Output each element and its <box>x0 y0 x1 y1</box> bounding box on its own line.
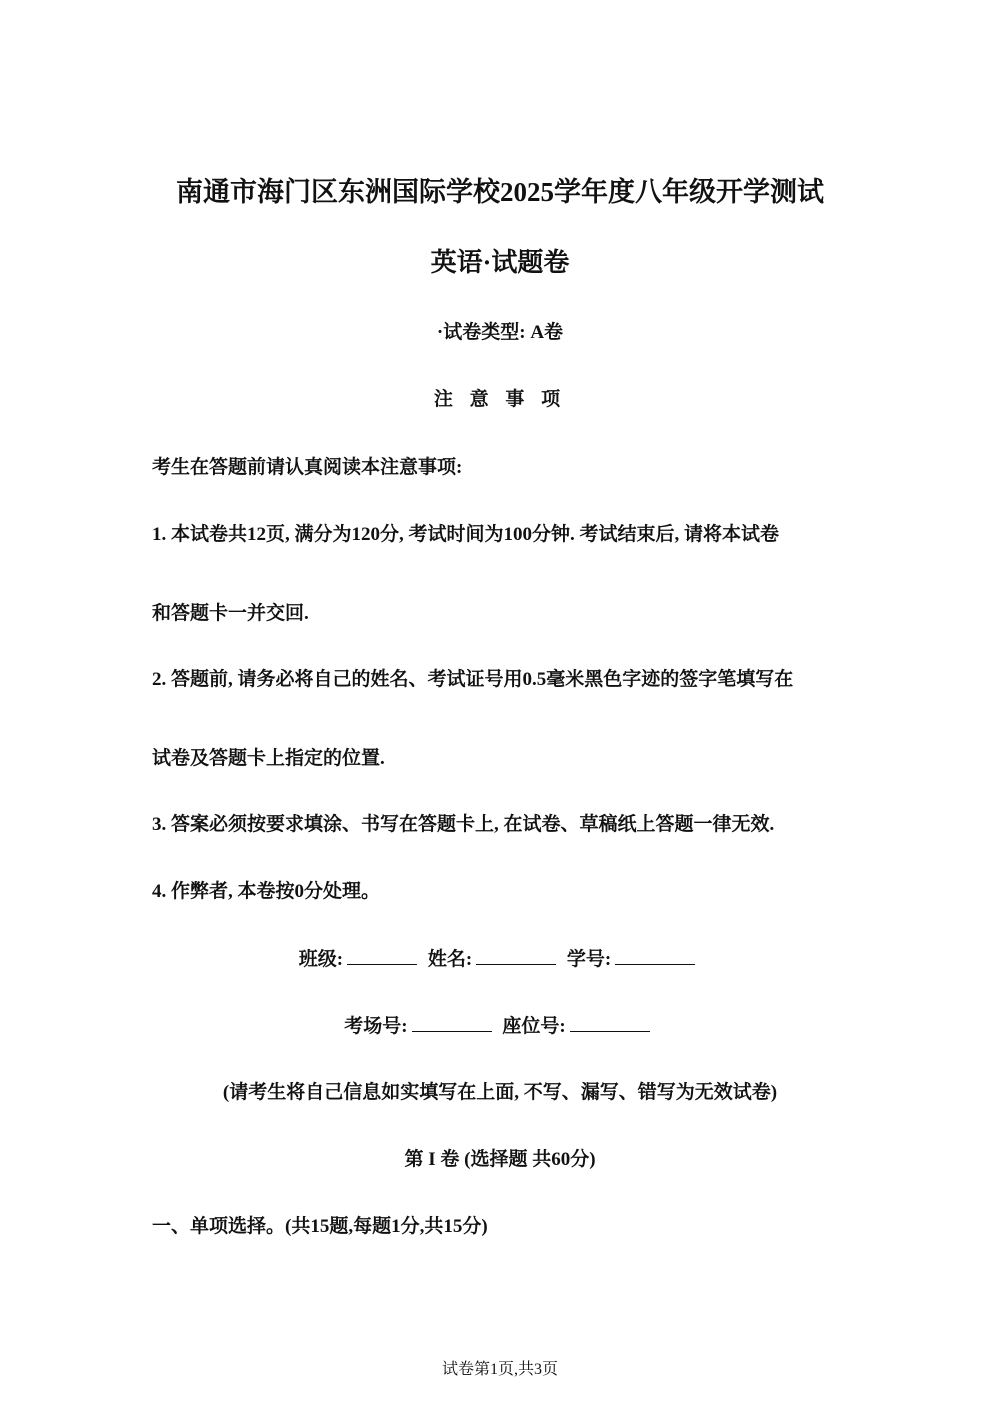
notice-item-4: 4. 作弊者, 本卷按0分处理。 <box>152 881 381 902</box>
part-1-heading: 一、单项选择。(共15题,每题1分,共15分) <box>152 1216 488 1237</box>
info-reminder: (请考生将自己信息如实填写在上面, 不写、漏写、错写为无效试卷) <box>222 1082 778 1103</box>
student-info-row-1 <box>0 944 1000 971</box>
seat-no-label: 座位号: <box>502 1016 566 1037</box>
name-label: 姓名: <box>427 949 473 970</box>
exam-title: 南通市海门区东洲国际学校2025学年度八年级开学测试 <box>176 177 824 207</box>
student-no-blank[interactable] <box>615 946 695 965</box>
seat-no-blank[interactable] <box>570 1013 650 1032</box>
notice-item-1-line-1: 1. 本试卷共12页, 满分为120分, 考试时间为100分钟. 考试结束后, 请将本试卷 <box>152 524 780 545</box>
exam-room-label: 考场号: <box>344 1016 408 1037</box>
exam-subtitle: 英语·试题卷 <box>430 248 570 277</box>
student-info-row-2 <box>0 1011 1000 1038</box>
paper-type: ·试卷类型: A卷 <box>436 322 564 343</box>
class-blank[interactable] <box>347 946 417 965</box>
notice-item-3: 3. 答案必须按要求填涂、书写在答题卡上, 在试卷、草稿纸上答题一律无效. <box>152 814 775 835</box>
notice-item-2-line-2: 试卷及答题卡上指定的位置. <box>152 748 385 769</box>
notice-heading: 注 意 事 项 <box>433 389 567 410</box>
page-footer: 试卷第1页,共3页 <box>441 1361 558 1378</box>
class-label: 班级: <box>298 949 344 970</box>
name-blank[interactable] <box>476 946 556 965</box>
notice-intro: 考生在答题前请认真阅读本注意事项: <box>152 457 463 478</box>
student-no-label: 学号: <box>566 949 612 970</box>
notice-item-2-line-1: 2. 答题前, 请务必将自己的姓名、考试证号用0.5毫米黑色字迹的签字笔填写在 <box>152 669 794 690</box>
notice-item-1-line-2: 和答题卡一并交回. <box>152 603 309 624</box>
exam-room-blank[interactable] <box>412 1013 492 1032</box>
section-heading: 第 I 卷 (选择题 共60分) <box>404 1149 596 1170</box>
